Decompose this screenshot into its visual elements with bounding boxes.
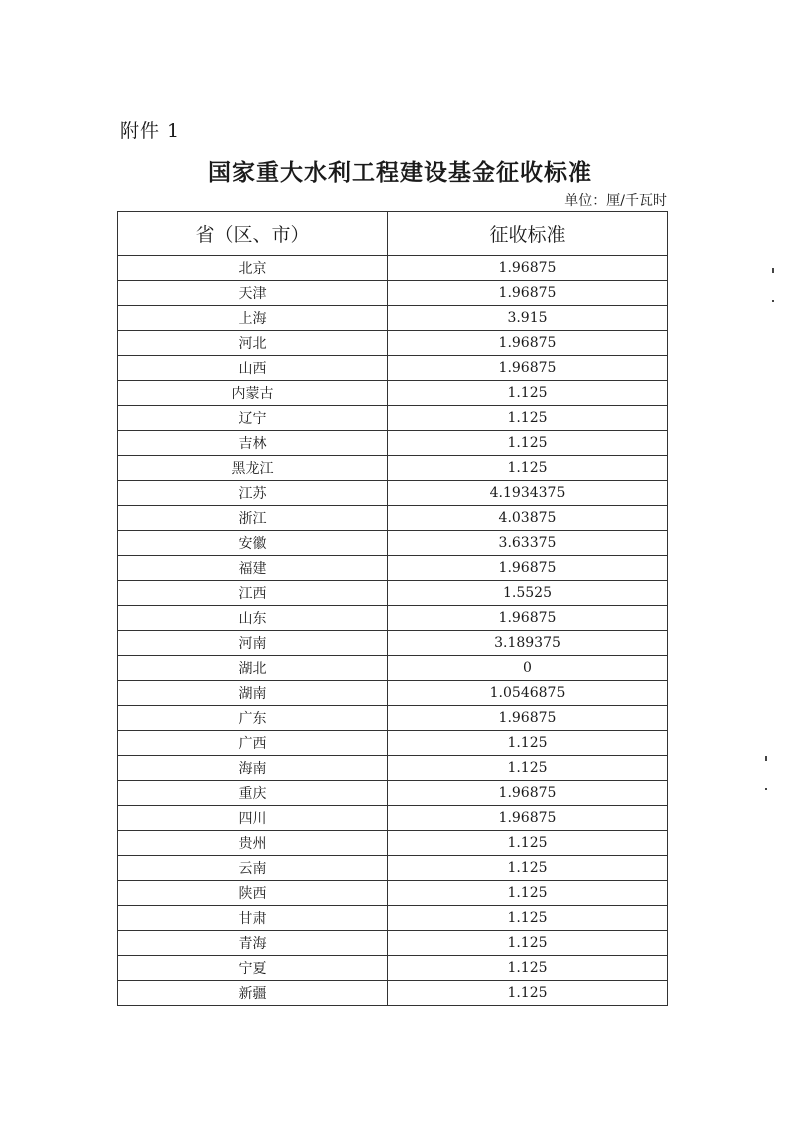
rate-cell: 1.96875	[388, 356, 668, 381]
table-row	[118, 481, 668, 506]
table-row	[118, 981, 668, 1006]
table-row	[118, 356, 668, 381]
rate-cell: 4.1934375	[388, 481, 668, 506]
table-row	[118, 381, 668, 406]
region-cell: 福建	[118, 556, 388, 581]
rate-cell: 1.125	[388, 406, 668, 431]
table-row	[118, 881, 668, 906]
scan-speck	[765, 756, 767, 761]
region-cell: 河北	[118, 331, 388, 356]
region-cell: 吉林	[118, 431, 388, 456]
table-row	[118, 531, 668, 556]
rate-cell: 1.125	[388, 906, 668, 931]
table-row	[118, 306, 668, 331]
rate-table	[117, 211, 668, 1006]
scan-speck	[765, 788, 767, 790]
rate-cell: 1.125	[388, 856, 668, 881]
table-row	[118, 831, 668, 856]
rate-cell: 0	[388, 656, 668, 681]
region-cell: 重庆	[118, 781, 388, 806]
region-cell: 宁夏	[118, 956, 388, 981]
rate-cell: 1.5525	[388, 581, 668, 606]
table-row	[118, 731, 668, 756]
table-row	[118, 431, 668, 456]
region-cell: 贵州	[118, 831, 388, 856]
rate-cell: 3.63375	[388, 531, 668, 556]
rate-cell: 4.03875	[388, 506, 668, 531]
region-cell: 上海	[118, 306, 388, 331]
region-cell: 新疆	[118, 981, 388, 1006]
region-cell: 四川	[118, 806, 388, 831]
table-row	[118, 956, 668, 981]
rate-cell: 1.125	[388, 431, 668, 456]
rate-cell: 1.96875	[388, 556, 668, 581]
table-row	[118, 706, 668, 731]
region-cell: 黑龙江	[118, 456, 388, 481]
table-row	[118, 556, 668, 581]
table-row	[118, 581, 668, 606]
table-row	[118, 656, 668, 681]
region-cell: 陕西	[118, 881, 388, 906]
region-cell: 内蒙古	[118, 381, 388, 406]
rate-cell: 1.125	[388, 981, 668, 1006]
table-row	[118, 506, 668, 531]
scan-speck	[772, 300, 774, 302]
table-row	[118, 281, 668, 306]
table-header-row	[118, 212, 668, 256]
rate-cell: 3.189375	[388, 631, 668, 656]
region-cell: 山东	[118, 606, 388, 631]
region-cell: 北京	[118, 256, 388, 281]
table-row	[118, 606, 668, 631]
rate-cell: 1.125	[388, 731, 668, 756]
rate-cell: 1.96875	[388, 806, 668, 831]
rate-cell: 1.125	[388, 756, 668, 781]
rate-cell: 1.96875	[388, 606, 668, 631]
table-row	[118, 756, 668, 781]
region-cell: 云南	[118, 856, 388, 881]
table-row	[118, 256, 668, 281]
region-cell: 甘肃	[118, 906, 388, 931]
column-header-rate: 征收标准	[388, 212, 668, 256]
table-row	[118, 856, 668, 881]
rate-cell: 1.96875	[388, 781, 668, 806]
region-cell: 湖北	[118, 656, 388, 681]
table-row	[118, 931, 668, 956]
column-header-region: 省（区、市）	[118, 212, 388, 256]
rate-cell: 1.125	[388, 381, 668, 406]
rate-cell: 1.125	[388, 931, 668, 956]
rate-cell: 1.96875	[388, 281, 668, 306]
table-row	[118, 806, 668, 831]
region-cell: 江西	[118, 581, 388, 606]
rate-cell: 1.125	[388, 881, 668, 906]
region-cell: 山西	[118, 356, 388, 381]
region-cell: 河南	[118, 631, 388, 656]
table-row	[118, 631, 668, 656]
unit-label: 单位：厘/千瓦时	[564, 193, 667, 209]
document-title: 国家重大水利工程建设基金征收标准	[208, 160, 592, 186]
region-cell: 广西	[118, 731, 388, 756]
region-cell: 江苏	[118, 481, 388, 506]
scan-speck	[772, 268, 774, 273]
rate-cell: 1.125	[388, 956, 668, 981]
rate-cell: 1.96875	[388, 331, 668, 356]
rate-cell: 1.125	[388, 456, 668, 481]
rate-cell: 1.96875	[388, 256, 668, 281]
rate-cell: 1.0546875	[388, 681, 668, 706]
region-cell: 天津	[118, 281, 388, 306]
region-cell: 湖南	[118, 681, 388, 706]
region-cell: 海南	[118, 756, 388, 781]
table-row	[118, 456, 668, 481]
table-row	[118, 781, 668, 806]
region-cell: 安徽	[118, 531, 388, 556]
rate-cell: 1.125	[388, 831, 668, 856]
region-cell: 青海	[118, 931, 388, 956]
region-cell: 广东	[118, 706, 388, 731]
table-row	[118, 681, 668, 706]
table-row	[118, 406, 668, 431]
rate-cell: 1.96875	[388, 706, 668, 731]
region-cell: 浙江	[118, 506, 388, 531]
table-row	[118, 331, 668, 356]
region-cell: 辽宁	[118, 406, 388, 431]
rate-cell: 3.915	[388, 306, 668, 331]
table-row	[118, 906, 668, 931]
attachment-label: 附件 1	[120, 120, 181, 142]
